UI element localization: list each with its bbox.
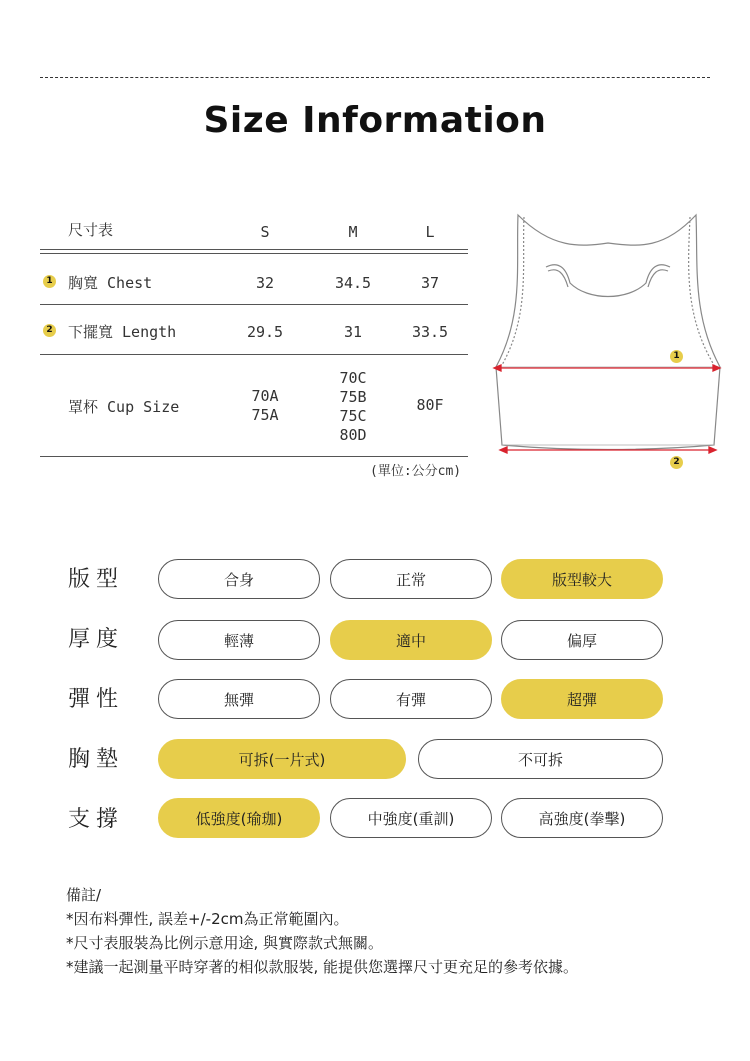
table-divider	[40, 354, 468, 355]
option-padding-removable-selected[interactable]: 可拆(一片式)	[158, 739, 406, 779]
option-elasticity-stretch[interactable]: 有彈	[330, 679, 492, 719]
row-label-chest: 胸寬 Chest	[68, 274, 153, 292]
table-divider	[40, 456, 468, 457]
option-elasticity-none[interactable]: 無彈	[158, 679, 320, 719]
option-padding-fixed[interactable]: 不可拆	[418, 739, 663, 779]
marker-1-badge: 1	[43, 275, 56, 288]
attr-label-elasticity: 彈性	[68, 687, 125, 712]
table-header-label: 尺寸表	[68, 221, 114, 239]
table-cell: 29.5	[246, 323, 284, 341]
table-cell: 70A 75A	[251, 387, 279, 424]
attr-label-padding: 胸墊	[68, 747, 125, 772]
size-col-s: S	[260, 223, 270, 241]
table-divider	[40, 304, 468, 305]
row-label-cup-size: 罩杯 Cup Size	[68, 398, 180, 416]
option-support-medium[interactable]: 中強度(重訓)	[330, 798, 492, 838]
table-divider	[40, 253, 468, 254]
option-elasticity-super-selected[interactable]: 超彈	[501, 679, 663, 719]
option-fit-loose-selected[interactable]: 版型較大	[501, 559, 663, 599]
option-fit-regular[interactable]: 正常	[330, 559, 492, 599]
notes-heading: 備註/	[66, 886, 102, 904]
table-cell: 70C 75B 75C 80D	[339, 369, 367, 444]
attr-label-support: 支撐	[68, 807, 125, 832]
size-col-m: M	[348, 223, 358, 241]
diagram-marker-1: 1	[670, 350, 683, 363]
table-cell: 32	[255, 274, 275, 292]
top-dashed-divider	[40, 77, 710, 78]
table-cell: 80F	[416, 396, 444, 414]
table-cell: 33.5	[411, 323, 449, 341]
attr-label-thickness: 厚度	[68, 627, 125, 652]
option-support-low-selected[interactable]: 低強度(瑜珈)	[158, 798, 320, 838]
option-thickness-thick[interactable]: 偏厚	[501, 620, 663, 660]
page-title: Size Information	[203, 100, 547, 141]
option-support-high[interactable]: 高強度(拳擊)	[501, 798, 663, 838]
attr-label-fit: 版型	[68, 567, 125, 592]
option-thickness-medium-selected[interactable]: 適中	[330, 620, 492, 660]
table-divider	[40, 249, 468, 250]
notes-section	[66, 883, 578, 979]
note-line: *因布料彈性, 誤差+/-2cm為正常範圍內。	[66, 910, 349, 928]
table-cell: 37	[420, 274, 440, 292]
table-cell: 34.5	[334, 274, 372, 292]
note-line: *尺寸表服裝為比例示意用途, 與實際款式無關。	[66, 934, 384, 952]
option-fit-slim[interactable]: 合身	[158, 559, 320, 599]
sports-bra-diagram	[488, 205, 728, 475]
row-label-length: 下擺寬 Length	[68, 323, 177, 341]
marker-2-badge: 2	[43, 324, 56, 337]
unit-note: (單位:公分cm)	[370, 464, 462, 479]
option-thickness-thin[interactable]: 輕薄	[158, 620, 320, 660]
size-col-l: L	[425, 223, 435, 241]
diagram-marker-2: 2	[670, 456, 683, 469]
note-line: *建議一起測量平時穿著的相似款服裝, 能提供您選擇尺寸更充足的參考依據。	[66, 958, 579, 976]
table-cell: 31	[343, 323, 363, 341]
